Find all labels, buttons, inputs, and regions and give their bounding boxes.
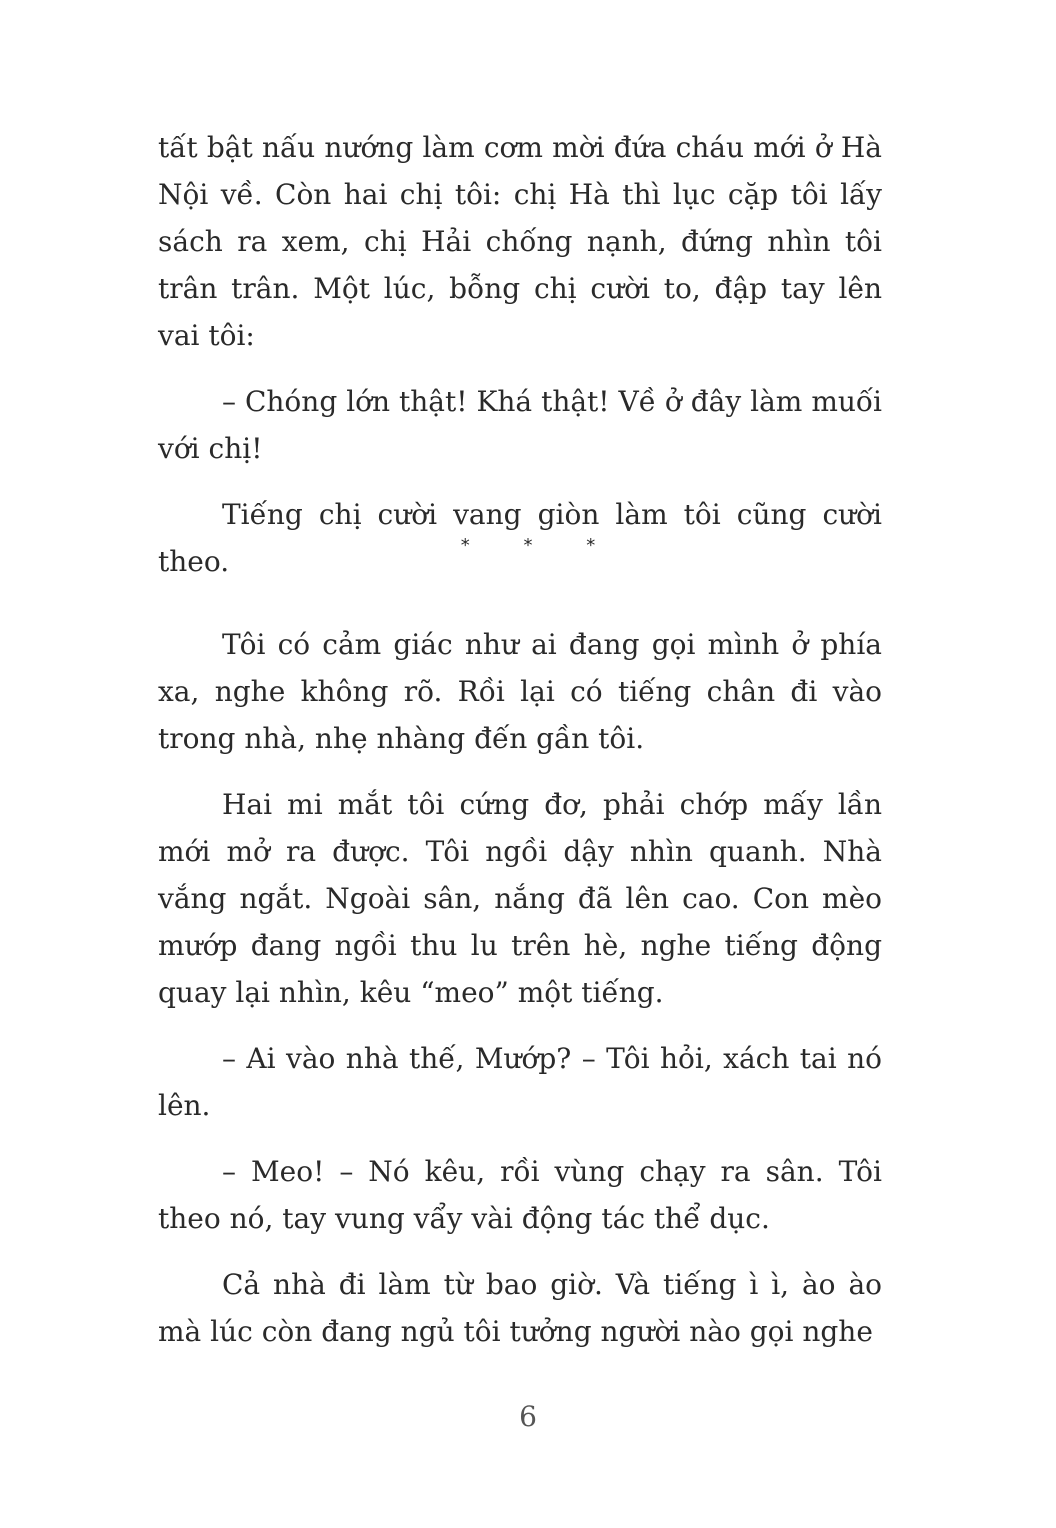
paragraph: – Ai vào nhà thế, Mướp? – Tôi hỏi, xách tai nó lên. (158, 1042, 882, 1122)
paragraph: Tiếng chị cười vang giòn làm tôi cũng cười theo. (158, 498, 882, 578)
paragraph: tất bật nấu nướng làm cơm mời đứa cháu mới ở Hà Nội về. Còn hai chị tôi: chị Hà thì lục cặp tôi lấy sách ra xem, chị Hải chống nạnh, đứng nhìn tôi trân trân. Một lúc, bỗng chị cười to, đập tay lên vai tôi: (158, 131, 882, 352)
paragraph: Cả nhà đi làm từ bao giờ. Và tiếng ì ì, ào ào mà lúc còn đang ngủ tôi tưởng người nào gọi nghe (158, 1268, 882, 1348)
text-section-2 (158, 621, 882, 1355)
section-divider: * * * (460, 535, 620, 556)
paragraph: – Chóng lớn thật! Khá thật! Về ở đây làm muối với chị! (158, 385, 882, 465)
paragraph: Hai mi mắt tôi cứng đơ, phải chớp mấy lần mới mở ra được. Tôi ngồi dậy nhìn quanh. Nhà vắng ngắt. Ngoài sân, nắng đã lên cao. Con mèo mướp đang ngồi thu lu trên hè, nghe tiếng động quay lại nhìn, kêu “meo” một tiếng. (158, 788, 882, 1009)
text-section-1 (158, 124, 882, 585)
paragraph: – Meo! – Nó kêu, rồi vùng chạy ra sân. Tôi theo nó, tay vung vẩy vài động tác thể dục. (158, 1155, 882, 1235)
page-number: 6 (519, 1400, 537, 1433)
paragraph: Tôi có cảm giác như ai đang gọi mình ở phía xa, nghe không rõ. Rồi lại có tiếng chân đi vào trong nhà, nhẹ nhàng đến gần tôi. (158, 628, 882, 755)
